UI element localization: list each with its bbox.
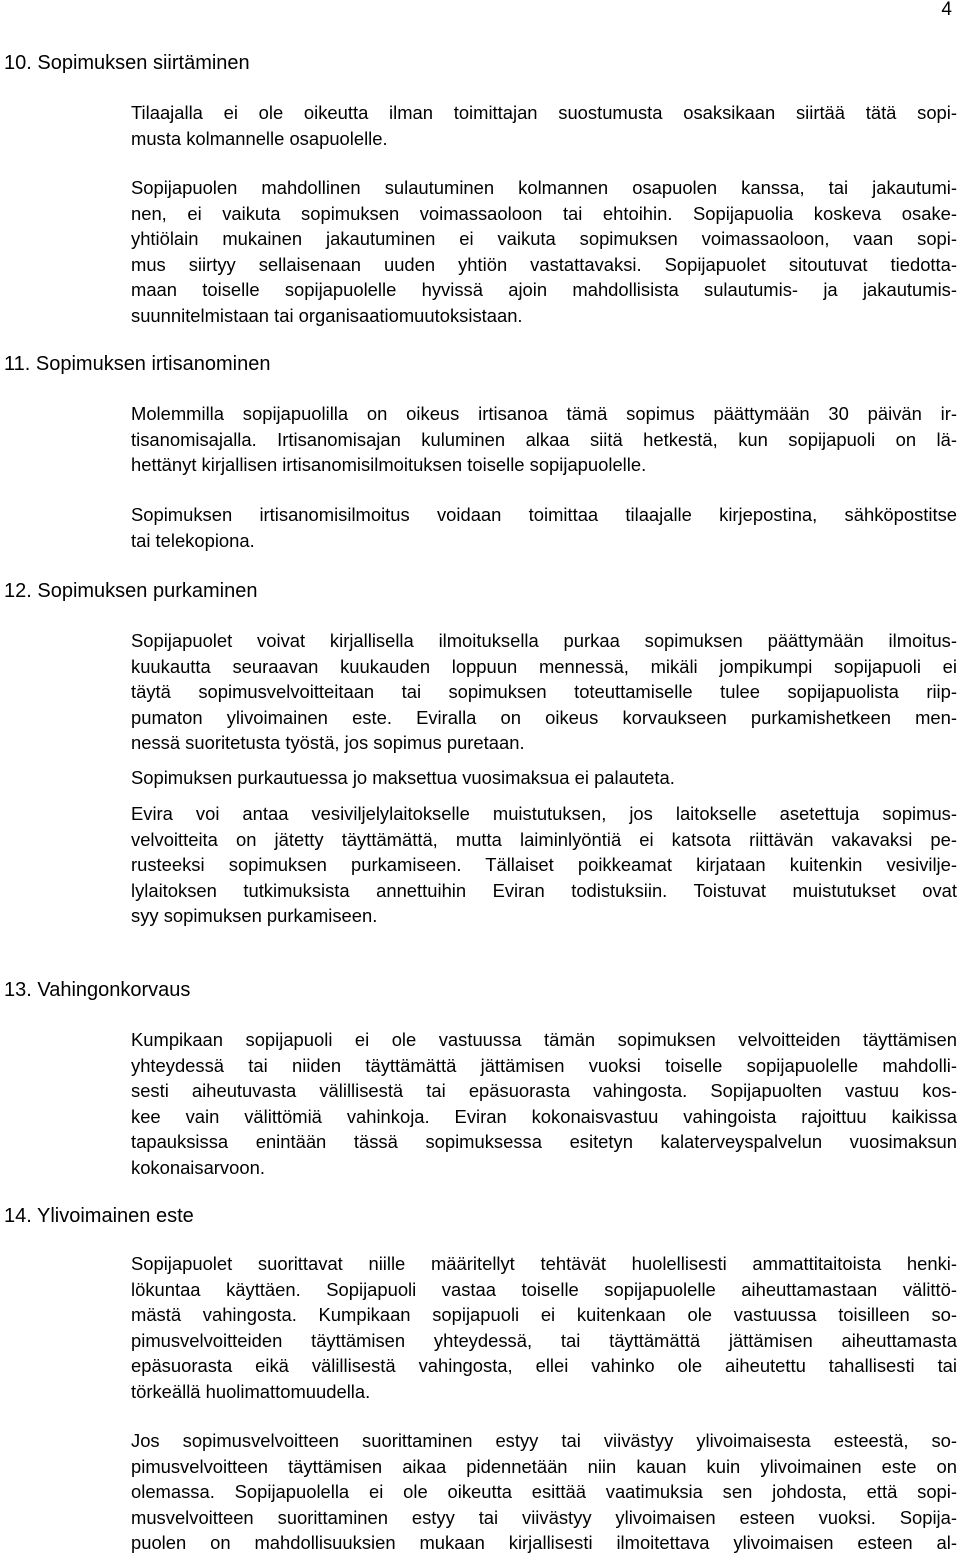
- paragraph: [131, 1251, 957, 1404]
- paragraph-line: Kumpikaan sopijapuoli ei ole vastuussa tämän sopimuksen velvoitteiden täyttämisen: [131, 1029, 957, 1050]
- paragraph-line: Sopimuksen purkautuessa jo maksettua vuosimaksua ei palauteta.: [131, 767, 675, 788]
- section-heading-11: 11. Sopimuksen irtisanominen: [4, 353, 271, 375]
- paragraph-line: hettänyt kirjallisen irtisanomisilmoituksen toiselle sopijapuolelle.: [131, 454, 647, 475]
- paragraph-line: syy sopimuksen purkamiseen.: [131, 905, 378, 926]
- paragraph: [131, 1027, 957, 1180]
- section-heading-14: 14. Ylivoimainen este: [4, 1205, 194, 1227]
- paragraph-line: lylaitoksen tutkimuksista annettuihin Eviran todistuksiin. Toistuvat muistutukset ovat: [131, 879, 957, 901]
- paragraph-line: kee vain välittömiä vahinkoja. Eviran kokonaisvastuu vahingoista rajoittuu kaikissa: [131, 1105, 957, 1127]
- paragraph: [131, 175, 957, 328]
- paragraph-line: mästä vahingosta. Kumpikaan sopijapuoli ei kuitenkaan ole vastuussa toisilleen so-: [131, 1304, 957, 1325]
- paragraph-line: lökuntaa käyttäen. Sopijapuoli vastaa toiselle sopijapuolelle aiheuttamastaan välittö-: [131, 1278, 957, 1300]
- paragraph-line: Jos sopimusvelvoitteen suorittaminen estyy tai viivästyy ylivoimaisesta esteestä, so-: [131, 1430, 957, 1451]
- paragraph-line: täytä sopimusvelvoitteitaan tai sopimuksen toteuttamiselle tulee sopijapuolista riip-: [131, 681, 957, 702]
- paragraph-line: suunnitelmistaan tai organisaatiomuutoksistaan.: [131, 304, 523, 326]
- paragraph: [131, 502, 957, 553]
- paragraph-line: Sopijapuolen mahdollinen sulautuminen kolmannen osapuolen kanssa, tai jakautumi-: [131, 177, 957, 198]
- paragraph-line: nen, ei vaikuta sopimuksen voimassaoloon tai ehtoihin. Sopijapuolia koskeva osake-: [131, 202, 957, 224]
- paragraph-line: yhteydessä tai niiden täyttämättä jättämisen vuoksi toiselle sopijapuolelle mahdolli-: [131, 1054, 957, 1076]
- paragraph-line: puolen on mahdollisuuksien mukaan kirjallisesti ilmoitettava ylivoimaisen esteen al-: [131, 1532, 957, 1553]
- paragraph: [131, 801, 957, 929]
- paragraph-line: pumaton ylivoimainen este. Eviralla on oikeus korvaukseen purkamishetkeen men-: [131, 706, 957, 728]
- page-number: 4: [941, 0, 952, 20]
- paragraph-line: Evira voi antaa vesiviljelylaitokselle muistutuksen, jos laitokselle asetettuja sopimus-: [131, 803, 957, 824]
- paragraph: [131, 765, 957, 791]
- paragraph-line: epäsuorasta eikä välillisestä vahingosta, ellei vahinko ole aiheutettu tahallisesti tai: [131, 1355, 957, 1376]
- paragraph: [131, 100, 957, 151]
- paragraph-line: tai telekopiona.: [131, 529, 255, 551]
- paragraph: [131, 1428, 957, 1556]
- paragraph-line: musvelvoitteen suorittaminen estyy tai viivästyy ylivoimaisen esteen vuoksi. Sopija-: [131, 1506, 957, 1528]
- paragraph-line: pimusvelvoitteen täyttämisen aikaa pidennetään niin kauan kuin ylivoimainen este on: [131, 1455, 957, 1477]
- paragraph-line: tapauksissa enintään tässä sopimuksessa esitetyn kalaterveyspalvelun vuosimaksun: [131, 1131, 957, 1152]
- section-heading-10: 10. Sopimuksen siirtäminen: [4, 52, 250, 74]
- paragraph-line: Sopijapuolet voivat kirjallisella ilmoituksella purkaa sopimuksen päättymään ilmoitus-: [131, 630, 957, 651]
- paragraph-line: velvoitteita on jätetty täyttämättä, mutta laiminlyöntiä ei katsota riittävän vakavaksi pe-: [131, 828, 957, 850]
- paragraph-line: Tilaajalla ei ole oikeutta ilman toimittajan suostumusta osaksikaan siirtää tätä sopi-: [131, 102, 957, 123]
- paragraph-line: nessä suoritetusta työstä, jos sopimus puretaan.: [131, 732, 525, 753]
- paragraph-line: pimusvelvoitteiden täyttämisen yhteydessä, tai täyttämättä jättämisen aiheuttamasta: [131, 1329, 957, 1351]
- paragraph-line: kokonaisarvoon.: [131, 1156, 265, 1178]
- paragraph-line: mus siirtyy sellaisenaan uuden yhtiön vastattavaksi. Sopijapuolet sitoutuvat tiedotta-: [131, 253, 957, 275]
- paragraph-line: musta kolmannelle osapuolelle.: [131, 127, 388, 149]
- paragraph-line: törkeällä huolimattomuudella.: [131, 1380, 371, 1402]
- paragraph-line: tisanomisajalla. Irtisanomisajan kuluminen alkaa siitä hetkestä, kun sopijapuoli on lä-: [131, 428, 957, 450]
- paragraph-line: sesti aiheutuvasta välillisestä tai epäsuorasta vahingosta. Sopijapuolten vastuu kos-: [131, 1080, 957, 1101]
- paragraph-line: olemassa. Sopijapuolella ei ole oikeutta esittää vaatimuksia sen johdosta, että sopi-: [131, 1481, 957, 1502]
- paragraph-line: kuukautta seuraavan kuukauden loppuun mennessä, mikäli jompikumpi sopijapuoli ei: [131, 655, 957, 677]
- section-heading-12: 12. Sopimuksen purkaminen: [4, 580, 258, 602]
- paragraph: [131, 401, 957, 478]
- paragraph-line: Sopimuksen irtisanomisilmoitus voidaan toimittaa tilaajalle kirjepostina, sähköpostitse: [131, 504, 957, 525]
- section-heading-13: 13. Vahingonkorvaus: [4, 979, 191, 1001]
- paragraph-line: maan toiselle sopijapuolelle hyvissä ajoin mahdollisista sulautumis- ja jakautumis-: [131, 279, 957, 300]
- paragraph-line: rusteeksi sopimuksen purkamiseen. Tällaiset poikkeamat kirjataan kuitenkin vesivilje-: [131, 854, 957, 875]
- paragraph-line: Molemmilla sopijapuolilla on oikeus irtisanoa tämä sopimus päättymään 30 päivän ir-: [131, 403, 957, 424]
- paragraph-line: yhtiölain mukainen jakautuminen ei vaikuta sopimuksen voimassaoloon, vaan sopi-: [131, 228, 957, 249]
- paragraph: [131, 628, 957, 756]
- paragraph-line: Sopijapuolet suorittavat niille määritellyt tehtävät huolellisesti ammattitaitoista henki-: [131, 1253, 957, 1274]
